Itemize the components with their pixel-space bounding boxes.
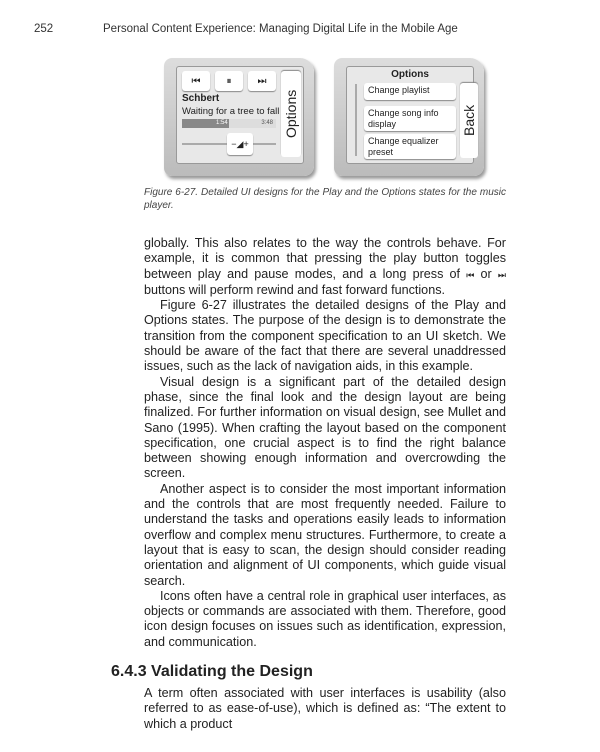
paragraph	[144, 236, 506, 298]
pause-button: ⏸	[215, 71, 243, 91]
options-title: Options	[391, 69, 429, 80]
figure-6-27	[164, 58, 500, 178]
play-state-device	[164, 58, 314, 176]
option-change-song-info: Change song info display	[364, 106, 456, 131]
text: globally. This also relates to the way the controls behave. For example, it is common that pressing the play button toggles between play and pause modes, and a long press of	[144, 236, 506, 281]
paragraph: Another aspect is to consider the most important information and the controls that are most frequently needed. Failure to understand the tasks and operations easily leads to information overflow and complex menu structures. Furthermore, to create a layout that is easy to scan, the design should consider reading orientation and alignment of UI components, which guide visual search.	[144, 481, 506, 588]
elapsed-time: 1:54	[216, 120, 228, 126]
page-number: 252	[34, 23, 54, 35]
body-text	[144, 236, 506, 650]
text: buttons will perform rewind and fast forward functions.	[144, 282, 445, 297]
next-button: ⏭	[248, 71, 276, 91]
scroll-arrow	[355, 84, 357, 156]
options-button: Options	[281, 71, 301, 157]
fast-forward-icon: ⏭	[497, 269, 506, 280]
song-title: Waiting for a tree to fall	[182, 106, 280, 117]
paragraph: Icons often have a central role in graphical user interfaces, as objects or commands are associated with them. Therefore, good icon design focuses on issues such as identification, expression, and communication.	[144, 588, 506, 649]
back-button: Back	[460, 83, 478, 158]
paragraph: Visual design is a significant part of the detailed design phase, since the final look and the design layout are being finalized. For further information on visual design, see Mullet and Sano (1995). When crafting the layout based on the component specification, one crucial aspect is to find the right balance between showing enough information and overcrowding the screen.	[144, 374, 506, 481]
option-change-equalizer: Change equalizer preset	[364, 134, 456, 159]
option-change-playlist: Change playlist	[364, 83, 456, 100]
paragraph: Figure 6-27 illustrates the detailed designs of the Play and Options states. The purpose of the design is to demonstrate the transition from the component specification to an UI sketch. We should be aware of the fact that there are several unaddressed issues, such as the lack of navigation aids, in this example.	[144, 298, 506, 374]
artist-name: Schbert	[182, 93, 220, 104]
figure-caption: Figure 6-27. Detailed UI designs for the Play and the Options states for the music player.	[144, 187, 506, 211]
previous-button: ⏮	[182, 71, 210, 91]
running-title: Personal Content Experience: Managing Digital Life in the Mobile Age	[103, 23, 458, 35]
section-heading: 6.4.3 Validating the Design	[111, 663, 313, 681]
options-state-device	[334, 58, 484, 176]
section-paragraph: A term often associated with user interfaces is usability (also referred to as ease-of-use), which is defined as: “The extent to which a product	[144, 686, 506, 731]
progress-bar	[182, 119, 276, 128]
rewind-icon: ⏮	[466, 269, 475, 280]
volume-control: −◢+	[227, 133, 253, 155]
text: or	[474, 266, 498, 281]
total-time: 3:48	[261, 120, 273, 126]
text-flow	[111, 186, 506, 752]
